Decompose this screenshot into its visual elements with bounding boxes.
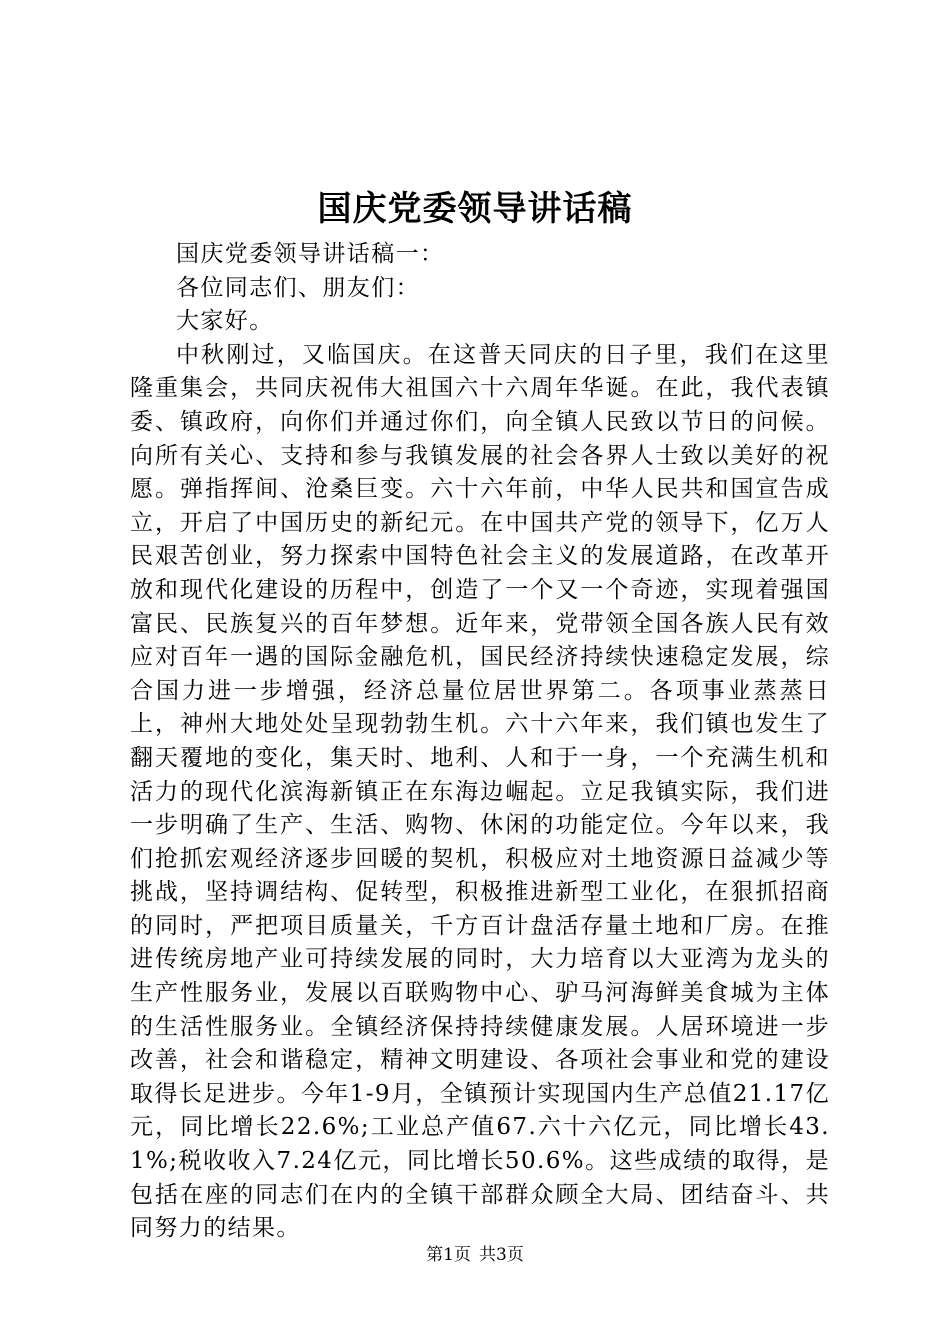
page-number: 第1页 [426, 1245, 471, 1265]
salutation: 各位同志们、朋友们： [176, 274, 420, 301]
greeting: 大家好。 [176, 308, 274, 335]
page-footer [0, 1244, 950, 1266]
section-heading: 国庆党委领导讲话稿一： [176, 241, 445, 267]
speech-paragraph: 中秋刚过，又临国庆。在这普天同庆的日子里，我们在这里隆重集会，共同庆祝伟大祖国六十六周年华诞。在此，我代表镇委、镇政府，向你们并通过你们，向全镇人民致以节日的问候。向所有关心、支持和参与我镇发展的社会各界人士致以美好的祝愿。弹指挥间、沧桑巨变。六十六年前，中华人民共和国宣告成立，开启了中国历史的新纪元。在中国共产党的领导下，亿万人民艰苦创业，努力探索中国特色社会主义的发展道路，在改革开放和现代化建设的历程中，创造了一个又一个奇迹，实现着强国富民、民族复兴的百年梦想。近年来，党带领全国各族人民有效应对百年一遇的国际金融危机，国民经济持续快速稳定发展，综合国力进一步增强，经济总量位居世界第二。各项事业蒸蒸日上，神州大地处处呈现勃勃生机。六十六年来，我们镇也发生了翻天覆地的变化，集天时、地利、人和于一身，一个充满生机和活力的现代化滨海新镇正在东海边崛起。立足我镇实际，我们进一步明确了生产、生活、购物、休闲的功能定位。今年以来，我们抢抓宏观经济逐步回暖的契机，积极应对土地资源日益减少等挑战，坚持调结构、促转型，积极推进新型工业化，在狠抓招商的同时，严把项目质量关，千方百计盘活存量土地和厂房。在推进传统房地产业可持续发展的同时，大力培育以大亚湾为龙头的生产性服务业，发展以百联购物中心、驴马河海鲜美食城为主体的生活性服务业。全镇经济保持持续健康发展。人居环境进一步改善，社会和谐稳定，精神文明建设、各项社会事业和党的建设取得长足进步。今年1-9月，全镇预计实现国内生产总值21.17亿元，同比增长22.6%;工业总产值67.六十六亿元，同比增长43.1%;税收收入7.24亿元，同比增长50.6%。这些成绩的取得，是包括在座的同志们在内的全镇干部群众顾全大局、团结奋斗、共同努力的结果。 [130, 341, 830, 1242]
document-body [130, 238, 830, 1246]
page-count: 共3页 [479, 1245, 524, 1265]
document-title: 国庆党委领导讲话稿 [317, 189, 633, 229]
